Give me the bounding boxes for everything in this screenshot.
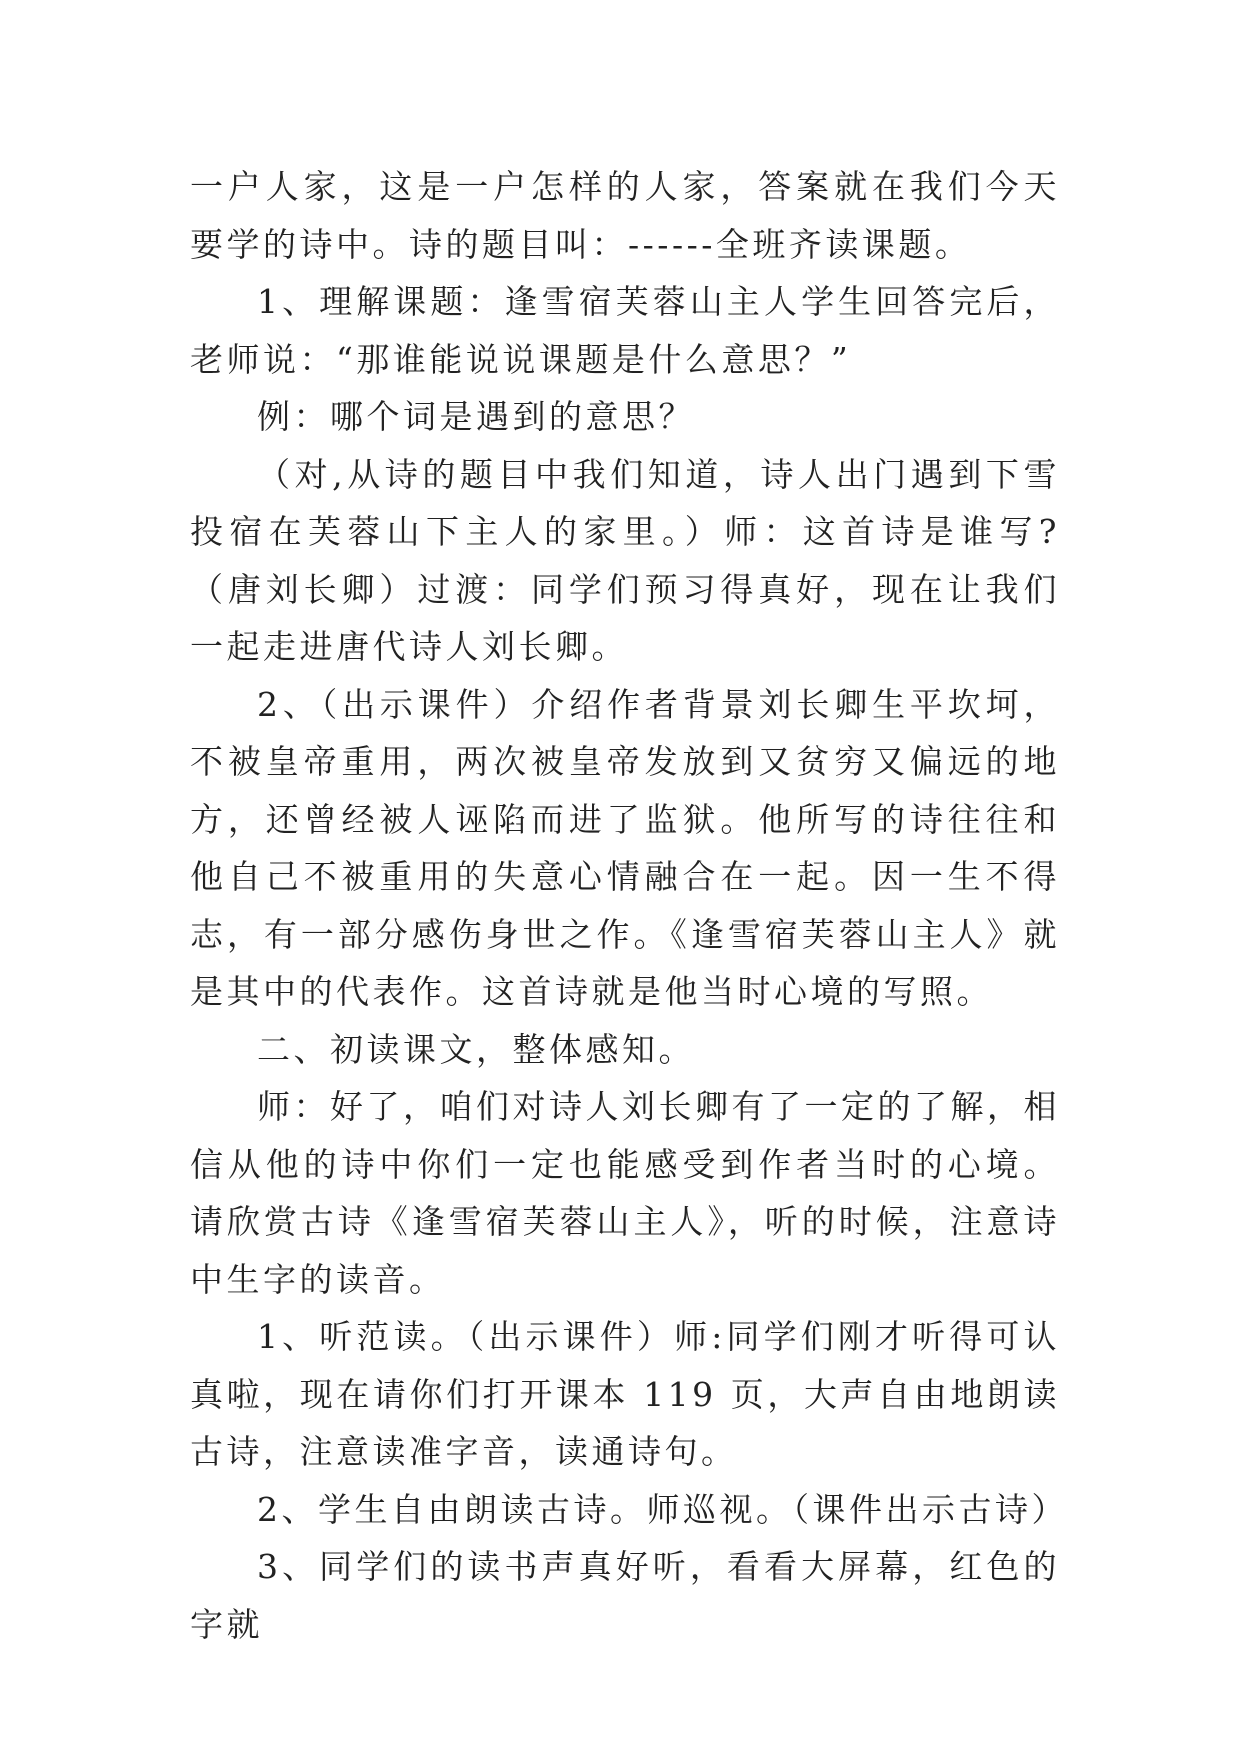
paragraph-1: 一户人家，这是一户怎样的人家，答案就在我们今天要学的诗中。诗的题目叫：------全班齐读课题。 — [190, 167, 1060, 264]
document-body — [190, 158, 1068, 1653]
paragraph-4: （对,从诗的题目中我们知道，诗人出门遇到下雪投宿在芙蓉山下主人的家里。）师：这首诗是谁写?（唐刘长卿）过渡：同学们预习得真好，现在让我们一起走进唐代诗人刘长卿。 — [190, 454, 1060, 666]
paragraph-5: 2、（出示课件）介绍作者背景刘长卿生平坎坷，不被皇帝重用，两次被皇帝发放到又贫穷又偏远的地方，还曾经被人诬陷而进了监狱。他所写的诗往往和他自己不被重用的失意心情融合在一起。因一生不得志，有一部分感伤身世之作。《逢雪宿芙蓉山主人》就是其中的代表作。这首诗就是他当时心境的写照。 — [190, 684, 1060, 1011]
paragraph-8: 1、听范读。（出示课件）师:同学们刚才听得可认真啦，现在请你们打开课本 119 页，大声自由地朗读古诗，注意读准字音，读通诗句。 — [190, 1317, 1060, 1471]
paragraph-10: 3、同学们的读书声真好听，看看大屏幕，红色的字就 — [190, 1547, 1060, 1644]
paragraph-3: 例：哪个词是遇到的意思？ — [257, 397, 695, 436]
paragraph-9: 2、学生自由朗读古诗。师巡视。（课件出示古诗） — [257, 1489, 1068, 1529]
paragraph-7: 师：好了，咱们对诗人刘长卿有了一定的了解，相信从他的诗中你们一定也能感受到作者当时的心境。请欣赏古诗《逢雪宿芙蓉山主人》，听的时候，注意诗中生字的读音。 — [190, 1087, 1060, 1299]
paragraph-6: 二、初读课文，整体感知。 — [257, 1029, 695, 1069]
paragraph-2: 1、理解课题：逢雪宿芙蓉山主人学生回答完后，老师说：“那谁能说说课题是什么意思？” — [190, 282, 1060, 379]
